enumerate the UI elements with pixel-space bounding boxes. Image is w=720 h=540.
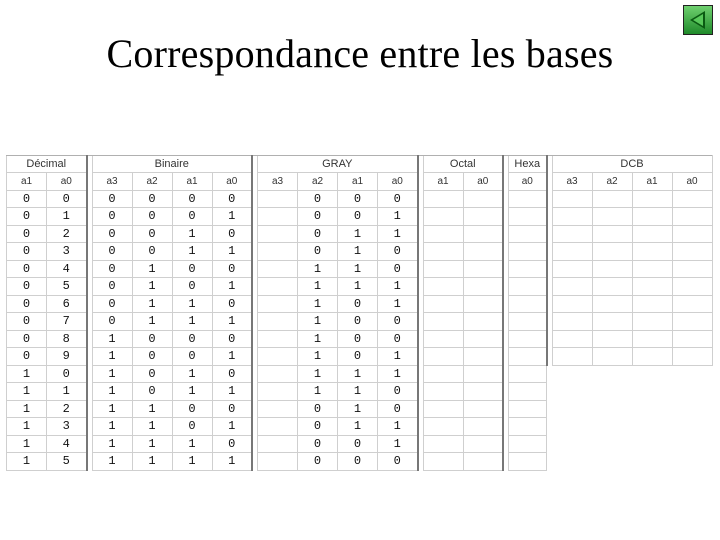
- gray-cell: 0: [338, 435, 378, 453]
- decimal-cell: 3: [47, 418, 87, 436]
- dcb-cell: [552, 313, 592, 331]
- binaire-cell: 0: [212, 365, 252, 383]
- table-row: [7, 383, 713, 401]
- binaire-cell: 1: [172, 453, 212, 471]
- binaire-cell: 0: [172, 208, 212, 226]
- hexa-cell: [509, 225, 547, 243]
- octal-cell: [463, 435, 503, 453]
- decimal-cell: 1: [7, 435, 47, 453]
- dcb-cell: [672, 348, 712, 366]
- binaire-cell: 0: [132, 243, 172, 261]
- decimal-cell: 0: [7, 295, 47, 313]
- hexa-cell: [509, 313, 547, 331]
- table-row: [7, 225, 713, 243]
- gray-cell: 0: [298, 435, 338, 453]
- binaire-cell: 1: [212, 418, 252, 436]
- octal-cell: [423, 383, 463, 401]
- binaire-cell: 0: [132, 383, 172, 401]
- octal-cell: [463, 418, 503, 436]
- dcb-cell: [592, 295, 632, 313]
- binaire-cell: 0: [132, 365, 172, 383]
- binaire-cell: 1: [92, 365, 132, 383]
- binaire-cell: 1: [212, 453, 252, 471]
- dcb-cell: [672, 225, 712, 243]
- table-row: [7, 418, 713, 436]
- octal-cell: [463, 330, 503, 348]
- octal-cell: [423, 313, 463, 331]
- gray-cell: 1: [378, 295, 418, 313]
- binaire-cell: 1: [172, 295, 212, 313]
- gray-cell: 1: [338, 243, 378, 261]
- group-header-dcb: DCB: [552, 156, 712, 173]
- subheader-hexa: a0: [509, 173, 547, 191]
- gray-cell: [258, 435, 298, 453]
- octal-cell: [463, 453, 503, 471]
- table-row: [7, 260, 713, 278]
- dcb-cell: [632, 278, 672, 296]
- hexa-cell: [509, 295, 547, 313]
- decimal-cell: 1: [7, 400, 47, 418]
- binaire-cell: 0: [172, 418, 212, 436]
- dcb-cell: [672, 190, 712, 208]
- gray-cell: 1: [298, 348, 338, 366]
- gray-cell: 0: [378, 313, 418, 331]
- gray-cell: 0: [298, 400, 338, 418]
- hexa-cell: [509, 400, 547, 418]
- hexa-cell: [509, 435, 547, 453]
- decimal-cell: 3: [47, 243, 87, 261]
- dcb-cell: [552, 295, 592, 313]
- gray-cell: [258, 190, 298, 208]
- group-header-decimal: Décimal: [7, 156, 87, 173]
- gray-cell: [258, 278, 298, 296]
- dcb-cell: [552, 243, 592, 261]
- gray-cell: 0: [298, 190, 338, 208]
- gray-cell: [258, 208, 298, 226]
- dcb-cell: [592, 313, 632, 331]
- binaire-cell: 0: [212, 400, 252, 418]
- subheader-gray: a3: [258, 173, 298, 191]
- gray-cell: 0: [378, 330, 418, 348]
- table-row: [7, 295, 713, 313]
- binaire-cell: 0: [92, 260, 132, 278]
- subheader-octal: a1: [423, 173, 463, 191]
- subheader-decimal: a1: [7, 173, 47, 191]
- group-header-octal: Octal: [423, 156, 503, 173]
- binaire-cell: 1: [132, 260, 172, 278]
- table-row: [7, 313, 713, 331]
- dcb-cell: [632, 243, 672, 261]
- octal-cell: [463, 243, 503, 261]
- table-row: [7, 453, 713, 471]
- gray-cell: [258, 243, 298, 261]
- dcb-cell: [672, 295, 712, 313]
- dcb-cell: [632, 348, 672, 366]
- octal-cell: [423, 295, 463, 313]
- binaire-cell: 0: [172, 348, 212, 366]
- octal-cell: [463, 278, 503, 296]
- dcb-cell: [632, 225, 672, 243]
- dcb-cell: [592, 260, 632, 278]
- group-header-gray: GRAY: [258, 156, 418, 173]
- gray-cell: [258, 313, 298, 331]
- gray-cell: 0: [378, 383, 418, 401]
- table-row: [7, 435, 713, 453]
- decimal-cell: 8: [47, 330, 87, 348]
- decimal-cell: 0: [7, 225, 47, 243]
- table-row: [7, 400, 713, 418]
- subheader-dcb: a3: [552, 173, 592, 191]
- gray-cell: 0: [298, 453, 338, 471]
- octal-cell: [463, 208, 503, 226]
- binaire-cell: 1: [132, 295, 172, 313]
- decimal-cell: 0: [7, 330, 47, 348]
- subheader-binaire: a1: [172, 173, 212, 191]
- binaire-cell: 0: [172, 278, 212, 296]
- gray-cell: 0: [338, 453, 378, 471]
- gray-cell: 1: [378, 418, 418, 436]
- hexa-cell: [509, 348, 547, 366]
- decimal-cell: 1: [7, 383, 47, 401]
- binaire-cell: 1: [212, 348, 252, 366]
- binaire-cell: 0: [92, 190, 132, 208]
- gray-cell: 0: [298, 418, 338, 436]
- back-nav-button[interactable]: [683, 5, 713, 35]
- octal-cell: [423, 243, 463, 261]
- hexa-cell: [509, 243, 547, 261]
- binaire-cell: 1: [92, 400, 132, 418]
- binaire-cell: 1: [172, 435, 212, 453]
- hexa-cell: [509, 190, 547, 208]
- octal-cell: [463, 190, 503, 208]
- decimal-cell: 4: [47, 260, 87, 278]
- binaire-cell: 1: [212, 278, 252, 296]
- dcb-cell: [552, 348, 592, 366]
- gray-cell: 0: [298, 243, 338, 261]
- dcb-cell: [552, 330, 592, 348]
- gray-cell: 1: [338, 225, 378, 243]
- gray-cell: 1: [298, 278, 338, 296]
- octal-cell: [423, 435, 463, 453]
- gray-cell: 1: [378, 348, 418, 366]
- dcb-cell: [672, 243, 712, 261]
- decimal-cell: 0: [47, 365, 87, 383]
- binaire-cell: 1: [132, 278, 172, 296]
- binaire-cell: 0: [212, 295, 252, 313]
- dcb-cell: [632, 295, 672, 313]
- octal-cell: [423, 225, 463, 243]
- binaire-cell: 0: [132, 190, 172, 208]
- hexa-cell: [509, 260, 547, 278]
- subheader-gray: a1: [338, 173, 378, 191]
- dcb-cell: [552, 260, 592, 278]
- binaire-cell: 1: [132, 418, 172, 436]
- binaire-cell: 0: [92, 243, 132, 261]
- dcb-cell: [552, 190, 592, 208]
- table-row: [7, 243, 713, 261]
- back-arrow-icon: [684, 6, 712, 34]
- gray-cell: 0: [338, 330, 378, 348]
- decimal-cell: 5: [47, 278, 87, 296]
- binaire-cell: 1: [92, 435, 132, 453]
- decimal-cell: 6: [47, 295, 87, 313]
- octal-cell: [463, 260, 503, 278]
- gray-cell: 1: [338, 278, 378, 296]
- gray-cell: 1: [378, 225, 418, 243]
- binaire-cell: 0: [212, 330, 252, 348]
- subheader-dcb: a2: [592, 173, 632, 191]
- gray-cell: [258, 295, 298, 313]
- decimal-cell: 0: [47, 190, 87, 208]
- octal-cell: [463, 348, 503, 366]
- decimal-cell: 1: [47, 383, 87, 401]
- hexa-cell: [509, 330, 547, 348]
- subheader-gray: a2: [298, 173, 338, 191]
- dcb-cell: [672, 313, 712, 331]
- binaire-cell: 1: [92, 330, 132, 348]
- dcb-cell: [592, 225, 632, 243]
- dcb-cell: [672, 260, 712, 278]
- binaire-cell: 1: [172, 313, 212, 331]
- binaire-cell: 0: [132, 348, 172, 366]
- binaire-cell: 1: [132, 313, 172, 331]
- gray-cell: [258, 330, 298, 348]
- decimal-cell: 0: [7, 313, 47, 331]
- decimal-cell: 2: [47, 225, 87, 243]
- binaire-cell: 1: [92, 453, 132, 471]
- dcb-cell: [672, 278, 712, 296]
- binaire-cell: 0: [92, 278, 132, 296]
- octal-cell: [423, 418, 463, 436]
- gray-cell: 0: [338, 190, 378, 208]
- subheader-decimal: a0: [47, 173, 87, 191]
- dcb-cell: [592, 243, 632, 261]
- table-row: [7, 278, 713, 296]
- gray-cell: 0: [338, 313, 378, 331]
- binaire-cell: 0: [212, 190, 252, 208]
- gray-cell: [258, 418, 298, 436]
- subheader-dcb: a1: [632, 173, 672, 191]
- table-row: [7, 330, 713, 348]
- gray-cell: 1: [298, 313, 338, 331]
- hexa-cell: [509, 365, 547, 383]
- binaire-cell: 1: [132, 453, 172, 471]
- decimal-cell: 1: [7, 453, 47, 471]
- decimal-cell: 0: [7, 278, 47, 296]
- gray-cell: [258, 260, 298, 278]
- table-row: [7, 190, 713, 208]
- binaire-cell: 1: [212, 208, 252, 226]
- gray-cell: 1: [298, 330, 338, 348]
- dcb-cell: [592, 208, 632, 226]
- gray-cell: 0: [378, 453, 418, 471]
- octal-cell: [463, 295, 503, 313]
- hexa-cell: [509, 383, 547, 401]
- gray-cell: 1: [338, 400, 378, 418]
- octal-cell: [423, 330, 463, 348]
- gray-cell: 1: [378, 278, 418, 296]
- octal-cell: [423, 208, 463, 226]
- decimal-cell: 1: [47, 208, 87, 226]
- octal-cell: [423, 260, 463, 278]
- dcb-cell: [632, 190, 672, 208]
- table-row: [7, 365, 713, 383]
- decimal-cell: 1: [7, 365, 47, 383]
- binaire-cell: 0: [212, 435, 252, 453]
- binaire-cell: 1: [132, 435, 172, 453]
- gray-cell: [258, 453, 298, 471]
- subheader-binaire: a0: [212, 173, 252, 191]
- gray-cell: 0: [298, 225, 338, 243]
- subheader-octal: a0: [463, 173, 503, 191]
- hexa-cell: [509, 208, 547, 226]
- slide-title: Correspondance entre les bases: [106, 31, 614, 76]
- gray-cell: 1: [378, 365, 418, 383]
- gray-cell: 1: [338, 383, 378, 401]
- dcb-cell: [632, 208, 672, 226]
- hexa-cell: [509, 278, 547, 296]
- hexa-cell: [509, 453, 547, 471]
- binaire-cell: 1: [172, 243, 212, 261]
- octal-cell: [463, 225, 503, 243]
- octal-cell: [463, 365, 503, 383]
- octal-cell: [423, 348, 463, 366]
- hexa-cell: [509, 418, 547, 436]
- subheader-gray: a0: [378, 173, 418, 191]
- gray-cell: 0: [338, 295, 378, 313]
- gray-cell: 0: [378, 190, 418, 208]
- decimal-cell: 4: [47, 435, 87, 453]
- decimal-cell: 1: [7, 418, 47, 436]
- gray-cell: [258, 383, 298, 401]
- binaire-cell: 0: [212, 260, 252, 278]
- subheader-binaire: a3: [92, 173, 132, 191]
- binaire-cell: 0: [92, 295, 132, 313]
- dcb-cell: [552, 208, 592, 226]
- group-header-row: [7, 156, 713, 173]
- gray-cell: 1: [378, 208, 418, 226]
- gray-cell: 1: [378, 435, 418, 453]
- gray-cell: 1: [338, 418, 378, 436]
- dcb-cell: [592, 330, 632, 348]
- decimal-cell: 5: [47, 453, 87, 471]
- octal-cell: [423, 365, 463, 383]
- decimal-cell: 0: [7, 208, 47, 226]
- dcb-cell: [592, 278, 632, 296]
- gray-cell: [258, 348, 298, 366]
- dcb-cell: [632, 330, 672, 348]
- gray-cell: 0: [338, 348, 378, 366]
- gray-cell: 1: [298, 383, 338, 401]
- binaire-cell: 0: [92, 225, 132, 243]
- gray-cell: [258, 365, 298, 383]
- binaire-cell: 1: [172, 383, 212, 401]
- decimal-cell: 0: [7, 243, 47, 261]
- binaire-cell: 1: [212, 383, 252, 401]
- dcb-cell: [632, 313, 672, 331]
- binaire-cell: 0: [92, 313, 132, 331]
- bases-table: [6, 155, 713, 471]
- decimal-cell: 2: [47, 400, 87, 418]
- decimal-cell: 9: [47, 348, 87, 366]
- dcb-cell: [552, 278, 592, 296]
- binaire-cell: 1: [172, 225, 212, 243]
- binaire-cell: 0: [172, 190, 212, 208]
- octal-cell: [423, 190, 463, 208]
- gray-cell: 1: [298, 295, 338, 313]
- gray-cell: 0: [378, 243, 418, 261]
- binaire-cell: 0: [132, 330, 172, 348]
- gray-cell: [258, 225, 298, 243]
- binaire-cell: 1: [132, 400, 172, 418]
- group-header-binaire: Binaire: [92, 156, 252, 173]
- binaire-cell: 0: [172, 260, 212, 278]
- dcb-cell: [592, 190, 632, 208]
- binaire-cell: 0: [212, 225, 252, 243]
- subheader-row: [7, 173, 713, 191]
- binaire-cell: 0: [172, 400, 212, 418]
- binaire-cell: 0: [92, 208, 132, 226]
- gray-cell: 1: [338, 260, 378, 278]
- gray-cell: [258, 400, 298, 418]
- gray-cell: 0: [338, 208, 378, 226]
- octal-cell: [423, 400, 463, 418]
- gray-cell: 1: [298, 260, 338, 278]
- table-row: [7, 208, 713, 226]
- gray-cell: 1: [298, 365, 338, 383]
- decimal-cell: 0: [7, 348, 47, 366]
- binaire-cell: 1: [92, 383, 132, 401]
- octal-cell: [423, 278, 463, 296]
- octal-cell: [463, 383, 503, 401]
- decimal-cell: 0: [7, 190, 47, 208]
- dcb-cell: [672, 208, 712, 226]
- dcb-cell: [592, 348, 632, 366]
- gray-cell: 0: [298, 208, 338, 226]
- gray-cell: 0: [378, 260, 418, 278]
- binaire-cell: 1: [212, 313, 252, 331]
- decimal-cell: 0: [7, 260, 47, 278]
- binaire-cell: 1: [92, 348, 132, 366]
- dcb-cell: [552, 225, 592, 243]
- dcb-cell: [672, 330, 712, 348]
- octal-cell: [423, 453, 463, 471]
- binaire-cell: 1: [92, 418, 132, 436]
- gray-cell: 1: [338, 365, 378, 383]
- group-header-hexa: Hexa: [509, 156, 547, 173]
- subheader-dcb: a0: [672, 173, 712, 191]
- octal-cell: [463, 313, 503, 331]
- dcb-cell: [632, 260, 672, 278]
- binaire-cell: 1: [172, 365, 212, 383]
- binaire-cell: 0: [172, 330, 212, 348]
- octal-cell: [463, 400, 503, 418]
- table-row: [7, 348, 713, 366]
- binaire-cell: 0: [132, 225, 172, 243]
- binaire-cell: 0: [132, 208, 172, 226]
- binaire-cell: 1: [212, 243, 252, 261]
- subheader-binaire: a2: [132, 173, 172, 191]
- gray-cell: 0: [378, 400, 418, 418]
- decimal-cell: 7: [47, 313, 87, 331]
